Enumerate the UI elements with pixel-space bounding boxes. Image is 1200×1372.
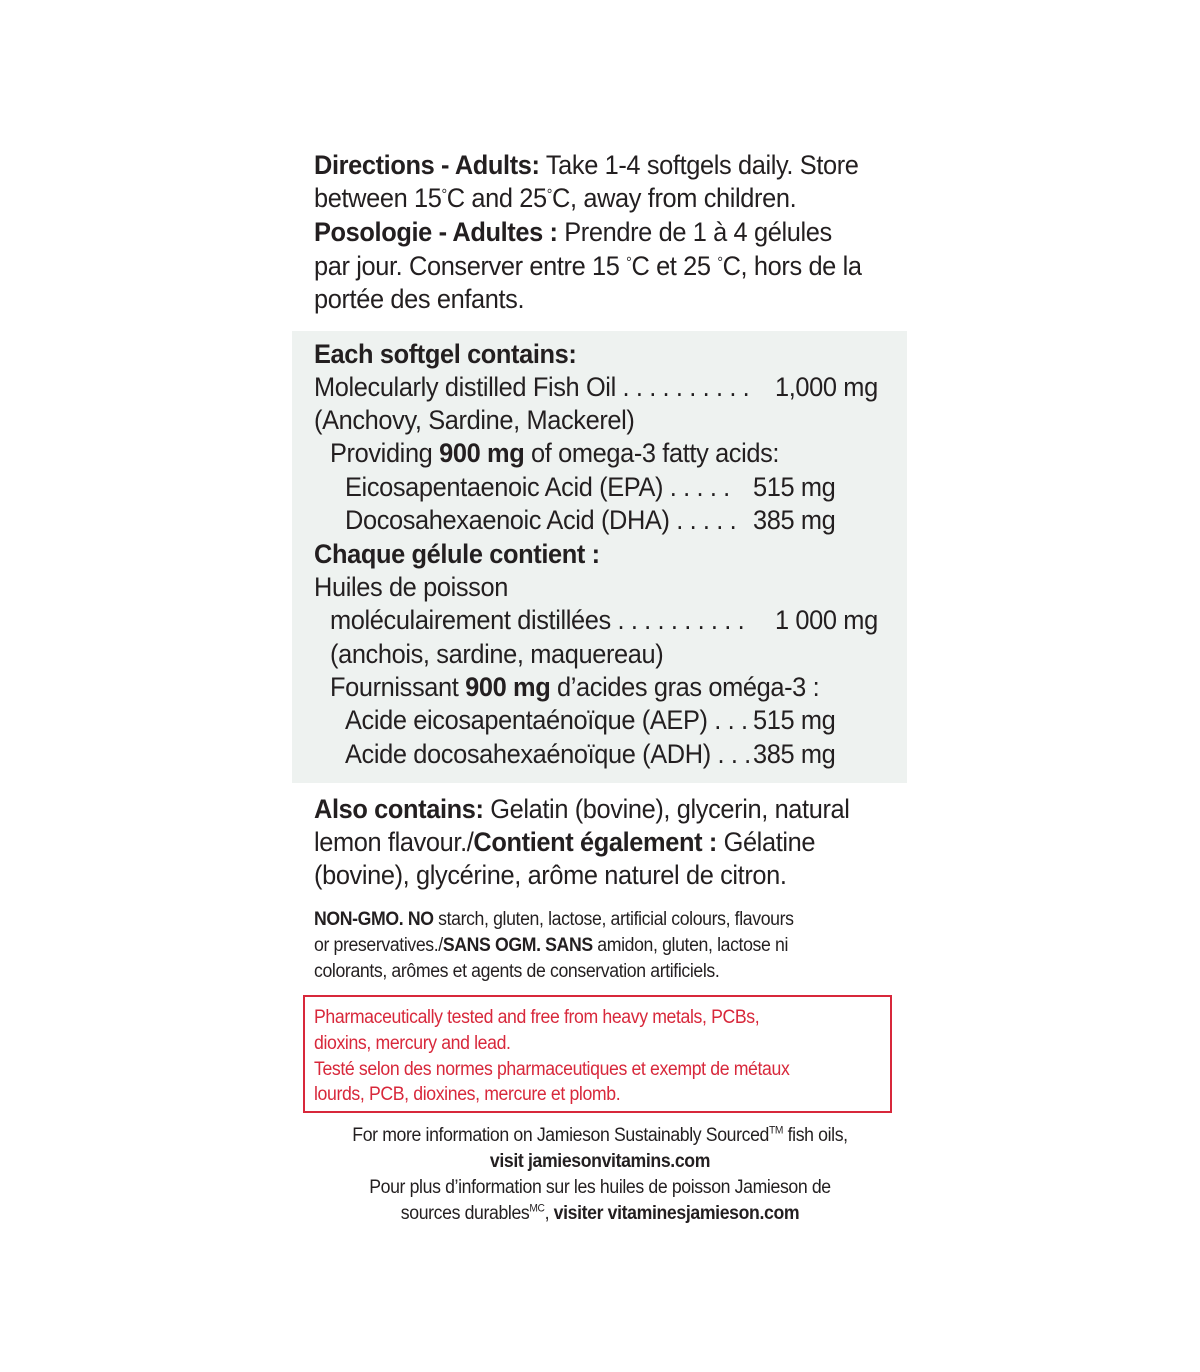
trademark-mark: TM <box>769 1124 784 1137</box>
aep-row: Acide eicosapentaénoïque (AEP) . . . <box>345 705 748 735</box>
degree-symbol: ° <box>717 254 723 271</box>
fish-species-row: (Anchovy, Sardine, Mackerel) <box>314 405 635 435</box>
directions-fr-temp-2: C et 25 <box>631 251 718 281</box>
omega3-fr-post: d’acides gras oméga-3 : <box>550 672 820 702</box>
dha-row: Docosahexaenoic Acid (DHA) . . . . . <box>345 505 737 535</box>
omega3-fr-pre: Fournissant <box>330 672 466 702</box>
distillees-row: moléculairement distillées . . . . . . . . . . <box>330 605 745 635</box>
directions-fr-temp-1: par jour. Conserver entre 15 <box>314 251 627 281</box>
directions-en-label: Directions - Adults: <box>314 150 540 180</box>
fish-oil-row: Molecularly distilled Fish Oil . . . . . . . . . . <box>314 372 750 402</box>
omega3-fr-row <box>330 671 819 704</box>
non-gmo-line-2 <box>314 933 788 959</box>
contents-en-heading <box>314 338 576 371</box>
more-info-line-1 <box>42 1123 1158 1149</box>
contents-fr-heading-text: Chaque gélule contient : <box>314 539 600 569</box>
non-gmo-label: NON-GMO. NO <box>314 909 434 930</box>
more-info-text: For more information on Jamieson Sustainably Sourced <box>352 1125 770 1146</box>
especes-row: (anchois, sardine, maquereau) <box>330 639 664 669</box>
omega3-amount: 900 mg <box>439 438 525 468</box>
more-info-text-2: fish oils, <box>783 1125 848 1146</box>
non-gmo-text-2: or preservatives./ <box>314 935 443 956</box>
directions-en-line-2 <box>314 182 796 215</box>
contents-en-heading-text: Each softgel contains: <box>314 339 577 369</box>
marque-mark: MC <box>529 1202 545 1215</box>
epa-amount: 515 mg <box>753 472 836 502</box>
purity-line-1: Pharmaceutically tested and free from heavy metals, PCBs, <box>314 1007 760 1028</box>
more-info-line-4 <box>42 1201 1158 1227</box>
also-contains-text-2: lemon flavour./ <box>314 827 474 857</box>
omega3-fr-amount: 900 mg <box>465 672 551 702</box>
directions-en-temp-1: between 15 <box>314 183 442 213</box>
sans-ogm-label: SANS OGM. SANS <box>442 935 593 956</box>
aep-amount: 515 mg <box>753 705 836 735</box>
also-contains-line-1 <box>314 793 850 826</box>
directions-fr-text: Prendre de 1 à 4 gélules <box>557 217 832 247</box>
adh-row: Acide docosahexaénoïque (ADH) . . . <box>345 739 751 769</box>
purity-line-2: dioxins, mercury and lead. <box>314 1033 511 1054</box>
more-info-fr-text: sources durables <box>400 1203 530 1224</box>
contents-fr-heading <box>314 538 600 571</box>
more-info-fr-sep: , <box>544 1203 554 1224</box>
purity-line-3: Testé selon des normes pharmaceutiques et exempt de métaux <box>314 1059 790 1080</box>
contient-label: Contient également : <box>473 827 717 857</box>
degree-symbol: ° <box>546 186 553 203</box>
distillees-amount: 1 000 mg <box>775 605 878 635</box>
omega3-post: of omega-3 fatty acids: <box>524 438 780 468</box>
also-contains-label: Also contains: <box>314 794 484 824</box>
directions-fr-temp-3: C, hors de la <box>722 251 862 281</box>
contient-text: Gélatine <box>716 827 816 857</box>
purity-line-4: lourds, PCB, dioxines, mercure et plomb. <box>314 1084 621 1105</box>
degree-symbol: ° <box>441 186 447 203</box>
non-gmo-text: starch, gluten, lactose, artificial colours, flavours <box>433 909 794 930</box>
epa-row: Eicosapentaenoic Acid (EPA) . . . . . <box>345 472 730 502</box>
also-contains-line-3: (bovine), glycérine, arôme naturel de citron. <box>314 860 787 890</box>
non-gmo-line-3: colorants, arômes et agents de conservation artificiels. <box>314 961 720 982</box>
degree-symbol: ° <box>626 254 632 271</box>
directions-fr-line-3: portée des enfants. <box>314 284 525 314</box>
adh-amount: 385 mg <box>753 739 836 769</box>
directions-fr-line-1 <box>314 216 832 249</box>
omega3-row <box>330 437 779 470</box>
directions-en-line-1 <box>314 149 859 182</box>
omega3-pre: Providing <box>330 438 440 468</box>
huiles-row: Huiles de poisson <box>314 572 508 602</box>
directions-en-temp-2: C and 25 <box>446 183 547 213</box>
sans-ogm-text: amidon, gluten, lactose ni <box>592 935 789 956</box>
fish-oil-amount: 1,000 mg <box>775 372 878 402</box>
directions-fr-line-2 <box>314 250 862 283</box>
website-fr: visiter vitaminesjamieson.com <box>553 1203 800 1224</box>
non-gmo-line-1 <box>314 907 794 933</box>
directions-fr-label: Posologie - Adultes : <box>314 217 558 247</box>
more-info-line-3: Pour plus d’information sur les huiles de poisson Jamieson de <box>369 1177 831 1198</box>
dha-amount: 385 mg <box>753 505 836 535</box>
also-contains-text: Gelatin (bovine), glycerin, natural <box>483 794 850 824</box>
more-info-line-2 <box>42 1149 1158 1175</box>
directions-en-text: Take 1-4 softgels daily. Store <box>539 150 859 180</box>
directions-en-temp-3: C, away from children. <box>552 183 797 213</box>
also-contains-line-2 <box>314 826 815 859</box>
website-en: visit jamiesonvitamins.com <box>489 1151 711 1172</box>
